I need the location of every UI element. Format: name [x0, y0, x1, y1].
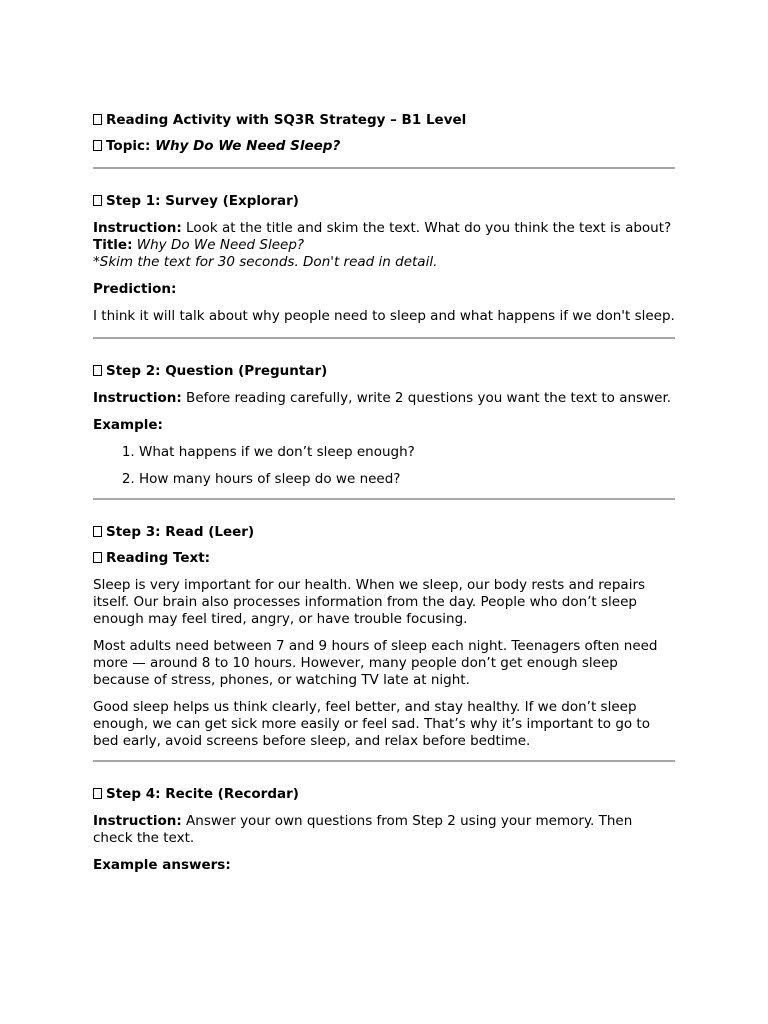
skim-note: *Skim the text for 30 seconds. Don't read in detail.: [93, 254, 438, 270]
prediction-text: I think it will talk about why people need to sleep and what happens if we don't sleep.: [93, 308, 675, 324]
step1-heading: Step 1: Survey (Explorar): [93, 193, 675, 210]
topic-line: [93, 138, 675, 155]
missing-glyph-icon: [93, 365, 102, 376]
missing-glyph-icon: [93, 195, 102, 206]
reading-text-label: Reading Text:: [93, 550, 675, 567]
title-label: Title:: [93, 237, 133, 253]
step3-heading: Step 3: Read (Leer): [93, 524, 675, 541]
instruction-label: Instruction:: [93, 220, 182, 236]
section-divider: [93, 760, 675, 762]
instruction-text: Look at the title and skim the text. What do you think the text is about?: [181, 220, 672, 236]
step1-instruction-block: [93, 220, 675, 271]
document-title: Reading Activity with SQ3R Strategy – B1 Level: [93, 112, 675, 129]
section-divider: [93, 498, 675, 500]
list-item: 2. How many hours of sleep do we need?: [139, 471, 675, 488]
example-answers-label: Example answers:: [93, 857, 231, 873]
step2-section: [93, 363, 675, 488]
reading-paragraph: Good sleep helps us think clearly, feel better, and stay healthy. If we don’t sleep enough, we can get sick more easily or feel sad. That’s why it’s important to go to bed early, avoid screens before sleep, and relax before bedtime.: [93, 699, 650, 749]
list-item: 1. What happens if we don’t sleep enough?: [139, 444, 675, 461]
instruction-label: Instruction:: [93, 390, 182, 406]
step1-title-line: [93, 237, 675, 254]
step2-instruction: [93, 390, 675, 407]
step4-heading: Step 4: Recite (Recordar): [93, 786, 675, 803]
instruction-text: Answer your own questions from Step 2 using your memory. Then check the text.: [93, 813, 633, 846]
section-divider: [93, 337, 675, 339]
instruction-label: Instruction:: [93, 813, 182, 829]
step3-section: [93, 524, 675, 750]
topic-value: Why Do We Need Sleep?: [155, 138, 341, 154]
reading-paragraph: Sleep is very important for our health. When we sleep, our body rests and repairs itself. Our brain also processes information from the day. People who don’t sleep enough may feel tired, angry, or have trouble focusing.: [93, 577, 646, 627]
step4-section: [93, 786, 675, 874]
missing-glyph-icon: [93, 526, 102, 537]
example-label: Example:: [93, 417, 163, 433]
example-questions-list: [93, 444, 675, 488]
prediction-label: Prediction:: [93, 281, 177, 297]
missing-glyph-icon: [93, 140, 102, 151]
title-value: Why Do We Need Sleep?: [132, 237, 305, 253]
section-divider: [93, 167, 675, 169]
step1-section: [93, 193, 675, 325]
missing-glyph-icon: [93, 788, 102, 799]
instruction-text: Before reading carefully, write 2 questions you want the text to answer.: [181, 390, 672, 406]
step2-heading: Step 2: Question (Preguntar): [93, 363, 675, 380]
missing-glyph-icon: [93, 114, 102, 125]
step4-instruction: [93, 813, 675, 847]
reading-paragraph: Most adults need between 7 and 9 hours of sleep each night. Teenagers often need more — around 8 to 10 hours. However, many people don’t get enough sleep because of stress, phones, or watching TV late at night.: [93, 638, 658, 688]
missing-glyph-icon: [93, 552, 102, 563]
step1-instruction: [93, 220, 675, 237]
topic-label: Topic:: [106, 138, 151, 154]
